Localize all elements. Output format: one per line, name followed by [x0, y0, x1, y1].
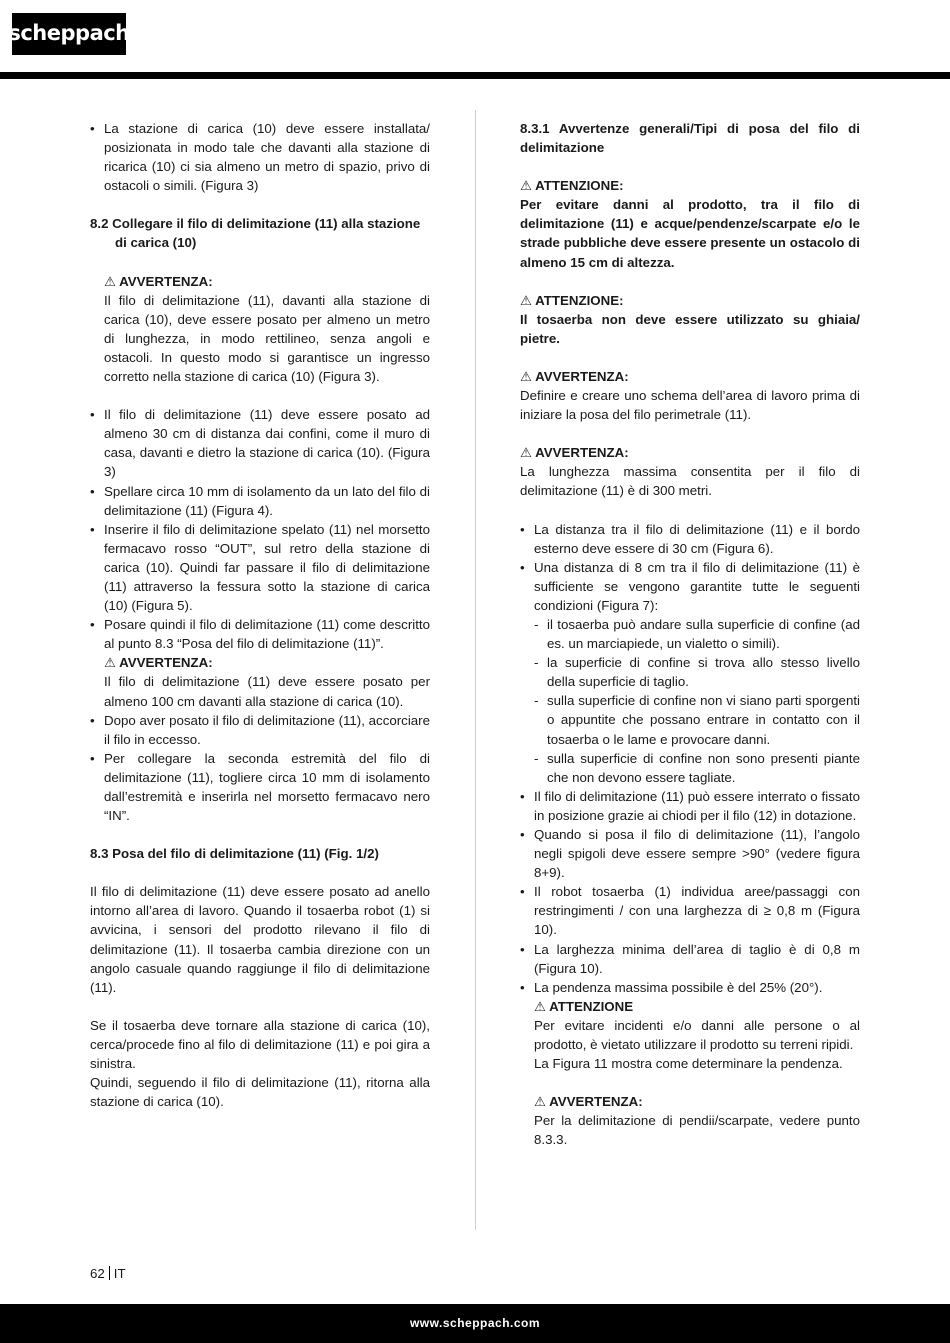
- warning-title: ⚠ AVVERTENZA:: [104, 655, 213, 671]
- warning-text: Il filo di delimitazione (11), davanti alla stazione di carica (10), deve essere posato per almeno un metro di lunghezza, in modo rettilineo, senza angoli e ostacoli. In questo modo si garantisce un ingresso corretto nella stazione di carica (10) (Figura 3).: [104, 292, 430, 385]
- language-code: IT: [113, 1266, 126, 1281]
- list-item: • La stazione di carica (10) deve essere installata/ posizionata in modo tale che davanti alla stazione di ricarica (10) ci sia almeno un metro di spazio, privo di ostacoli o simili. (Figura 3): [90, 119, 430, 195]
- page-number: [90, 1264, 126, 1283]
- column-divider: [475, 110, 476, 1230]
- sub-list-item: - sulla superficie di confine non sono presenti piante che non devono essere tagliate.: [520, 749, 860, 787]
- warning-title: ⚠ AVVERTENZA:: [520, 368, 629, 384]
- conditions-list: [520, 520, 860, 1074]
- sub-list-item: - il tosaerba può andare sulla superficie di confine (ad es. un marciapiede, un vialetto o simili).: [520, 615, 860, 653]
- page-number-value: 62: [90, 1266, 105, 1281]
- header-rule: [0, 72, 950, 79]
- paragraph: Il filo di delimitazione (11) deve essere posato ad anello intorno all’area di lavoro. Quando il tosaerba robot (1) si avvicina, i sensori del prodotto rilevano il filo di delimitazione (11). Il tosaerba cambia direzione con un angolo casuale quando raggiunge il filo di delimitazione (11).: [90, 884, 430, 995]
- list-item: • La larghezza minima dell’area di taglio è di 0,8 m (Figura 10).: [520, 940, 860, 978]
- paragraph: Se il tosaerba deve tornare alla stazione di carica (10), cerca/procede fino al filo di delimitazione (11) e poi gira a sinistra.: [90, 1017, 430, 1072]
- caution-text: Per evitare incidenti e/o danni alle persone o al prodotto, è vietato utilizzare il prodotto su terreni ripidi.: [534, 1017, 860, 1053]
- warning-block: [90, 272, 430, 387]
- warning-text: Il filo di delimitazione (11) deve essere posato per almeno 100 cm davanti alla stazione di carica (10).: [104, 674, 430, 709]
- list-item: • Dopo aver posato il filo di delimitazione (11), accorciare il filo in eccesso.: [90, 711, 430, 749]
- list-item: • La distanza tra il filo di delimitazione (11) e il bordo esterno deve essere di 30 cm (Figura 6).: [520, 520, 860, 558]
- warning-title: ⚠ AVVERTENZA:: [534, 1094, 643, 1110]
- caution-text: Il tosaerba non deve essere utilizzato su ghiaia/ pietre.: [520, 311, 860, 346]
- footer-url: www.scheppach.com: [409, 1315, 541, 1330]
- section-heading-8-2: 8.2 Collegare il filo di delimitazione (11) alla stazione di carica (10): [90, 216, 421, 251]
- intro-list: [90, 119, 430, 195]
- steps-list: [90, 405, 430, 825]
- caution-title: ⚠ ATTENZIONE:: [520, 178, 624, 194]
- warning-block: [520, 1092, 860, 1149]
- warning-title: ⚠ AVVERTENZA:: [104, 273, 213, 289]
- brand-logo: scheppach: [12, 13, 126, 55]
- list-item: [520, 978, 860, 1073]
- caution-title: ⚠ ATTENZIONE:: [520, 292, 624, 308]
- list-item-text: Posare quindi il filo di delimitazione (11) come descritto al punto 8.3 “Posa del filo di delimitazione (11)”.: [104, 617, 430, 652]
- warning-text: Per la delimitazione di pendii/scarpate, vedere punto 8.3.3.: [534, 1113, 860, 1148]
- list-item: • Il filo di delimitazione (11) può essere interrato o fissato in posizione grazie ai chiodi per il filo (12) in dotazione.: [520, 787, 860, 825]
- list-item: • Il filo di delimitazione (11) deve essere posato ad almeno 30 cm di distanza dai confini, come il muro di casa, davanti e dietro la stazione di carica (10). (Figura 3): [90, 405, 430, 481]
- paragraph: Quindi, seguendo il filo di delimitazione (11), ritorna alla stazione di carica (10).: [90, 1075, 430, 1110]
- footer-bar: [0, 1304, 950, 1343]
- section-heading-8-3: 8.3 Posa del filo di delimitazione (11) (Fig. 1/2): [90, 846, 379, 862]
- sub-list-item: - la superficie di confine si trova allo stesso livello della superficie di taglio.: [520, 653, 860, 691]
- sub-list-item: - sulla superficie di confine non vi siano parti sporgenti o appuntite che possano entrare in contatto con il tosaerba o le lame e provocare danni.: [520, 691, 860, 748]
- warning-text: La lunghezza massima consentita per il filo di delimitazione (11) è di 300 metri.: [520, 464, 860, 499]
- list-item: • Inserire il filo di delimitazione spelato (11) nel morsetto fermacavo rosso “OUT”, sul retro della stazione di carica (10). Quindi far passare il filo di delimitazione (11) attraverso la fessura sotto la stazione di carica (10) (Figura 5).: [90, 520, 430, 615]
- warning-text: Definire e creare uno schema dell’area di lavoro prima di iniziare la posa del filo perimetrale (11).: [520, 388, 860, 423]
- list-item: • Una distanza di 8 cm tra il filo di delimitazione (11) è sufficiente se vengono garantite tutte le seguenti condizioni (Figura 7):: [520, 558, 860, 615]
- left-column: [90, 119, 430, 1111]
- section-heading-8-3-1: 8.3.1 Avvertenze generali/Tipi di posa del filo di delimitazione: [520, 121, 860, 156]
- caution-text: Per evitare danni al prodotto, tra il filo di delimitazione (11) e acque/pendenze/scarpate e/o le strade pubbliche deve essere presente un ostacolo di almeno 15 cm di altezza.: [520, 197, 860, 270]
- page-separator: [109, 1266, 110, 1280]
- list-item: [90, 615, 430, 710]
- list-item: • Il robot tosaerba (1) individua aree/passaggi con restringimenti / con una larghezza di ≥ 0,8 m (Figura 10).: [520, 882, 860, 939]
- caution-text: La Figura 11 mostra come determinare la pendenza.: [534, 1056, 843, 1072]
- right-column: [520, 119, 860, 1150]
- list-item: • Per collegare la seconda estremità del filo di delimitazione (11), togliere circa 10 mm di isolamento dall’estremità e inserirla nel morsetto fermacavo nero “IN”.: [90, 749, 430, 825]
- list-item-text: La pendenza massima possibile è del 25% (20°).: [534, 979, 823, 995]
- caution-title: ⚠ ATTENZIONE: [534, 998, 634, 1014]
- list-item: • Spellare circa 10 mm di isolamento da un lato del filo di delimitazione (11) (Figura 4).: [90, 482, 430, 520]
- list-item: • Quando si posa il filo di delimitazione (11), l’angolo negli spigoli deve essere sempre >90° (vedere figura 8+9).: [520, 825, 860, 882]
- warning-title: ⚠ AVVERTENZA:: [520, 445, 629, 461]
